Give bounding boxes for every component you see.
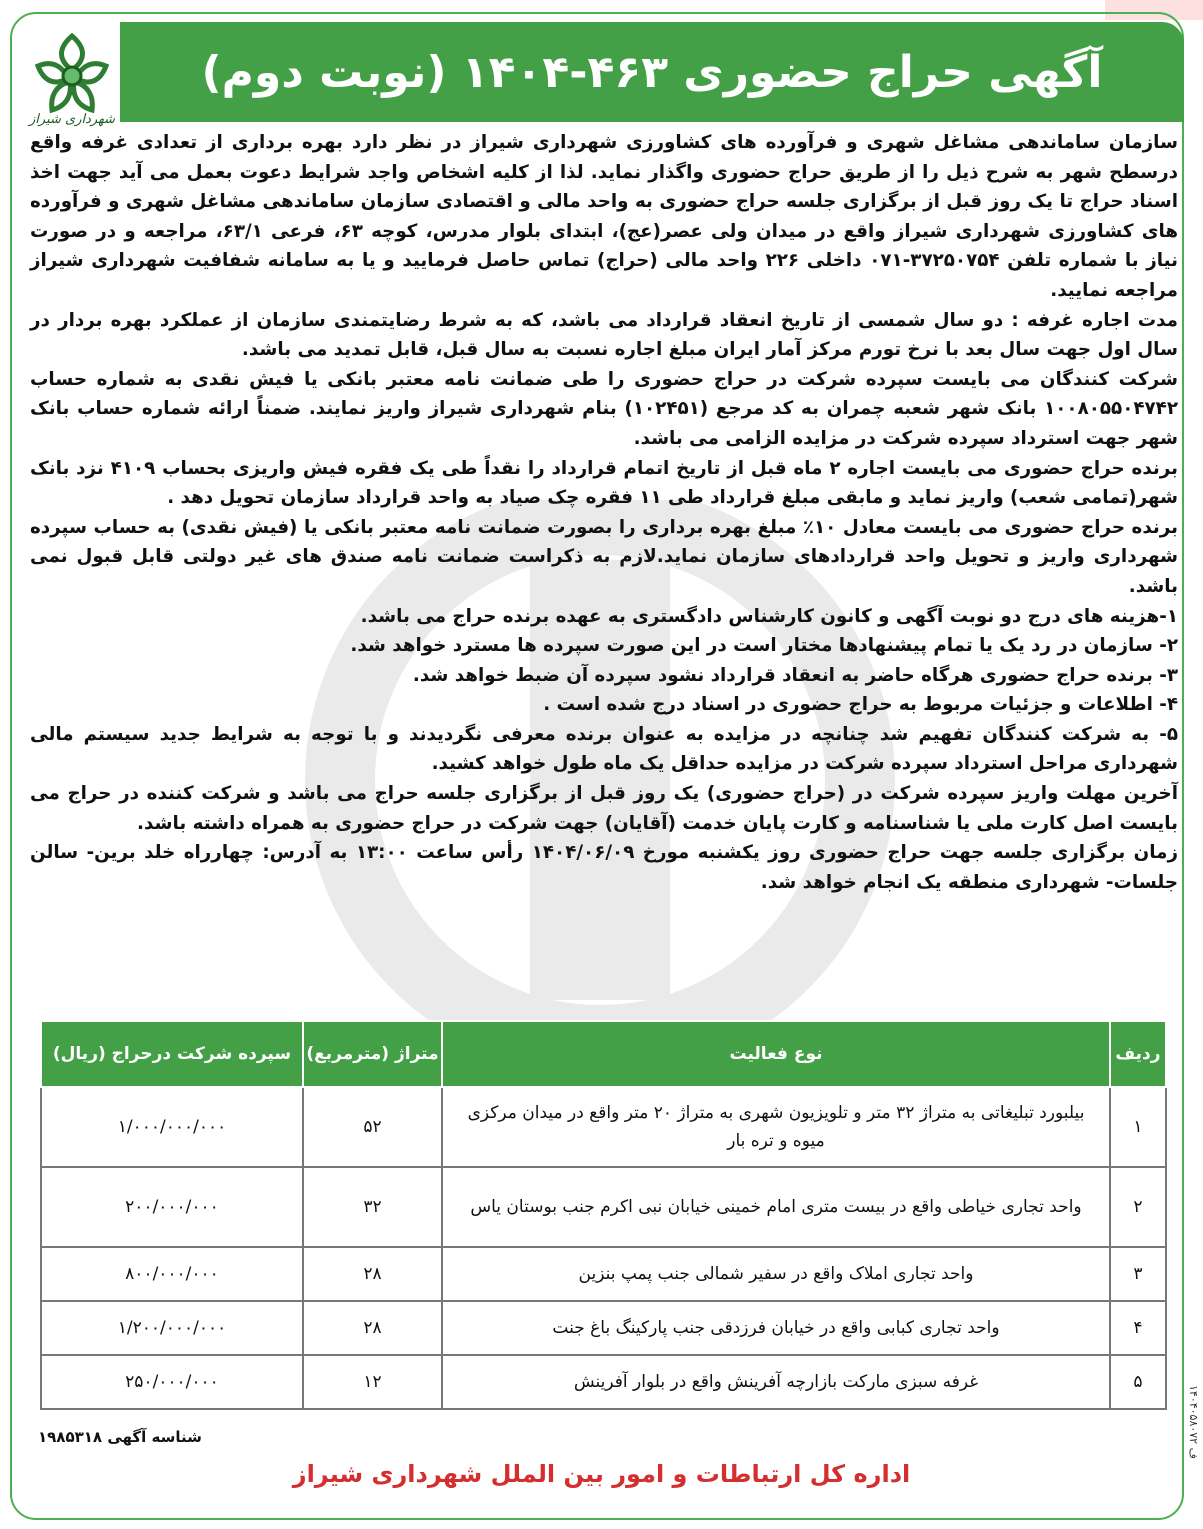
paragraph-lease-term: مدت اجاره غرفه : دو سال شمسی از تاریخ انعقاد قرارداد می باشد، که به شرط رضایتمندی سازمان از عملکرد بهره بردار در سال اول جهت سال بعد با نرخ تورم مرکز آمار ایران مبلغ اجاره نسبت به سال قبل، قابل تمدید می باشد. — [30, 309, 1178, 361]
auction-items-table — [40, 1020, 1167, 1410]
cell-row-number: ۳ — [1110, 1247, 1166, 1301]
condition-4: ۴- اطلاعات و جزئیات مربوط به حراج حضوری در اسناد درج شده است . — [543, 694, 1178, 716]
logo-caption: شهرداری شیراز — [29, 112, 115, 127]
side-code: ۱۴۰۴۰۵۸۰۷۲ ف — [1187, 1385, 1200, 1459]
cell-area: ۲۸ — [303, 1247, 442, 1301]
cell-activity: واحد تجاری خیاطی واقع در بیست متری امام خمینی خیابان نبی اکرم جنب بوستان یاس — [442, 1167, 1110, 1247]
cell-activity: غرفه سبزی مارکت بازارچه آفرینش واقع در بلوار آفرینش — [442, 1355, 1110, 1409]
cell-deposit: ۱/۲۰۰/۰۰۰/۰۰۰ — [41, 1301, 303, 1355]
table-row — [41, 1167, 1166, 1247]
cell-area: ۵۲ — [303, 1087, 442, 1167]
table-row — [41, 1301, 1166, 1355]
cell-row-number: ۵ — [1110, 1355, 1166, 1409]
paragraph-guarantee: برنده حراج حضوری می بایست معادل ۱۰٪ مبلغ بهره برداری را بصورت ضمانت نامه معتبر بانکی یا (فیش نقدی) به حساب سپرده شهرداری واریز و تحویل واحد قراردادهای سازمان نماید.لازم به ذکراست ضمانت نامه صندق های غیر دولتی قابل قبول نمی باشد. — [30, 516, 1178, 597]
cell-area: ۱۲ — [303, 1355, 442, 1409]
title-banner — [120, 22, 1184, 122]
ad-body — [30, 128, 1178, 897]
condition-2: ۲- سازمان در رد یک یا تمام پیشنهادها مختار است در این صورت سپرده ها مسترد خواهد شد. — [350, 635, 1178, 657]
ad-title: آگهی حراج حضوری ۴۶۳-۱۴۰۴ (نوبت دوم) — [201, 46, 1103, 98]
cell-area: ۲۸ — [303, 1301, 442, 1355]
cell-activity: بیلبورد تبلیغاتی به متراژ ۳۲ متر و تلویزیون شهری به متراژ ۲۰ متر واقع در میدان مرکزی میوه و تره بار — [442, 1087, 1110, 1167]
cell-row-number: ۴ — [1110, 1301, 1166, 1355]
cell-activity: واحد تجاری املاک واقع در سفیر شمالی جنب پمپ بنزین — [442, 1247, 1110, 1301]
publisher-footer: اداره کل ارتباطات و امور بین الملل شهرداری شیراز — [292, 1460, 911, 1488]
cell-row-number: ۱ — [1110, 1087, 1166, 1167]
cell-activity: واحد تجاری کبابی واقع در خیابان فرزدقی جنب پارکینگ باغ جنت — [442, 1301, 1110, 1355]
table-row — [41, 1355, 1166, 1409]
header-row-number: ردیف — [1110, 1021, 1166, 1087]
table-header-row — [41, 1021, 1166, 1087]
cell-deposit: ۲۵۰/۰۰۰/۰۰۰ — [41, 1355, 303, 1409]
paragraph-intro: سازمان ساماندهی مشاغل شهری و فرآورده های کشاورزی شهرداری شیراز در نظر دارد بهره برداری از تعدادی غرفه واقع درسطح شهر به شرح ذیل را از طریق حراج حضوری واگذار نماید. لذا از کلیه اشخاص واجد شرایط دعوت بعمل می آید جهت اخذ اسناد حراج تا یک روز قبل از برگزاری جلسه حراج حضوری به واحد مالی و اقتصادی سازمان ساماندهی مشاغل شهری و فرآورده های کشاورزی شهرداری شیراز واقع در میدان ولی عصر(عج)، ابتدای بلوار مدرس، کوچه ۶۳، فرعی ۶۳/۱، مراجعه و در صورت نیاز با شماره تلفن ۳۷۲۵۰۷۵۴-۰۷۱ داخلی ۲۲۶ واحد مالی (حراج) تماس حاصل فرمایید و یا به سامانه شفافیت شهرداری شیراز مراجعه نمایید. — [30, 132, 1179, 301]
cell-area: ۳۲ — [303, 1167, 442, 1247]
table-row — [41, 1247, 1166, 1301]
cell-deposit: ۸۰۰/۰۰۰/۰۰۰ — [41, 1247, 303, 1301]
paragraph-deposit: شرکت کنندگان می بایست سپرده شرکت در حراج حضوری را طی ضمانت نامه معتبر بانکی یا فیش نقدی به شماره حساب ۱۰۰۸۰۵۵۰۴۷۴۲ بانک شهر شعبه چمران به کد مرجع (۱۰۲۴۵۱) بنام شهرداری شیراز واریز نمایند. ضمناً ارائه شماره حساب بانک شهر جهت استرداد سپرده شرکت در مزایده الزامی می باشد. — [30, 368, 1178, 449]
condition-5: ۵- به شرکت کنندگان تفهیم شد چنانچه در مزایده به عنوان برنده معرفی نگردیدند و با توجه به شرایط جدید سیستم مالی شهرداری مراحل استرداد سپرده شرکت در مزایده حداقل یک ماه طول خواهد کشید. — [30, 723, 1178, 775]
cell-deposit: ۱/۰۰۰/۰۰۰/۰۰۰ — [41, 1087, 303, 1167]
header-area: متراژ (مترمربع) — [303, 1021, 442, 1087]
header-deposit: سپرده شرکت درحراج (ریال) — [41, 1021, 303, 1087]
paragraph-session-time: زمان برگزاری جلسه جهت حراج حضوری روز یکشنبه مورخ ۱۴۰۴/۰۶/۰۹ رأس ساعت ۱۳:۰۰ به آدرس: چهارراه خلد برین- سالن جلسات- شهرداری منطقه یک انجام خواهد شد. — [30, 842, 1178, 893]
ad-identifier: شناسه آگهی ۱۹۸۵۳۱۸ — [38, 1428, 202, 1446]
header-activity: نوع فعالیت — [442, 1021, 1110, 1087]
paragraph-deadline: آخرین مهلت واریز سپرده شرکت در (حراج حضوری) یک روز قبل از برگزاری جلسه حراج می باشد و شرکت کننده در حراج می بایست اصل کارت ملی یا شناسنامه و کارت پایان خدمت (آقایان) جهت شرکت در حراج حضوری به همراه داشته باشد. — [30, 783, 1178, 834]
cell-deposit: ۲۰۰/۰۰۰/۰۰۰ — [41, 1167, 303, 1247]
paragraph-winner-payment: برنده حراج حضوری می بایست اجاره ۲ ماه قبل از تاریخ اتمام قرارداد را نقداً طی یک فقره فیش واریزی بحساب ۴۱۰۹ نزد بانک شهر(تمامی شعب) واریز نماید و مابقی مبلغ قرارداد طی ۱۱ فقره چک صیاد به واحد قرارداد سازمان تحویل دهد . — [30, 457, 1178, 509]
cell-row-number: ۲ — [1110, 1167, 1166, 1247]
condition-3: ۳- برنده حراج حضوری هرگاه حاضر به انعقاد قرارداد نشود سپرده آن ضبط خواهد شد. — [412, 664, 1178, 686]
condition-1: ۱-هزینه های درج دو نوبت آگهی و کانون کارشناس دادگستری به عهده برنده حراج می باشد. — [360, 605, 1178, 627]
table-row — [41, 1087, 1166, 1167]
